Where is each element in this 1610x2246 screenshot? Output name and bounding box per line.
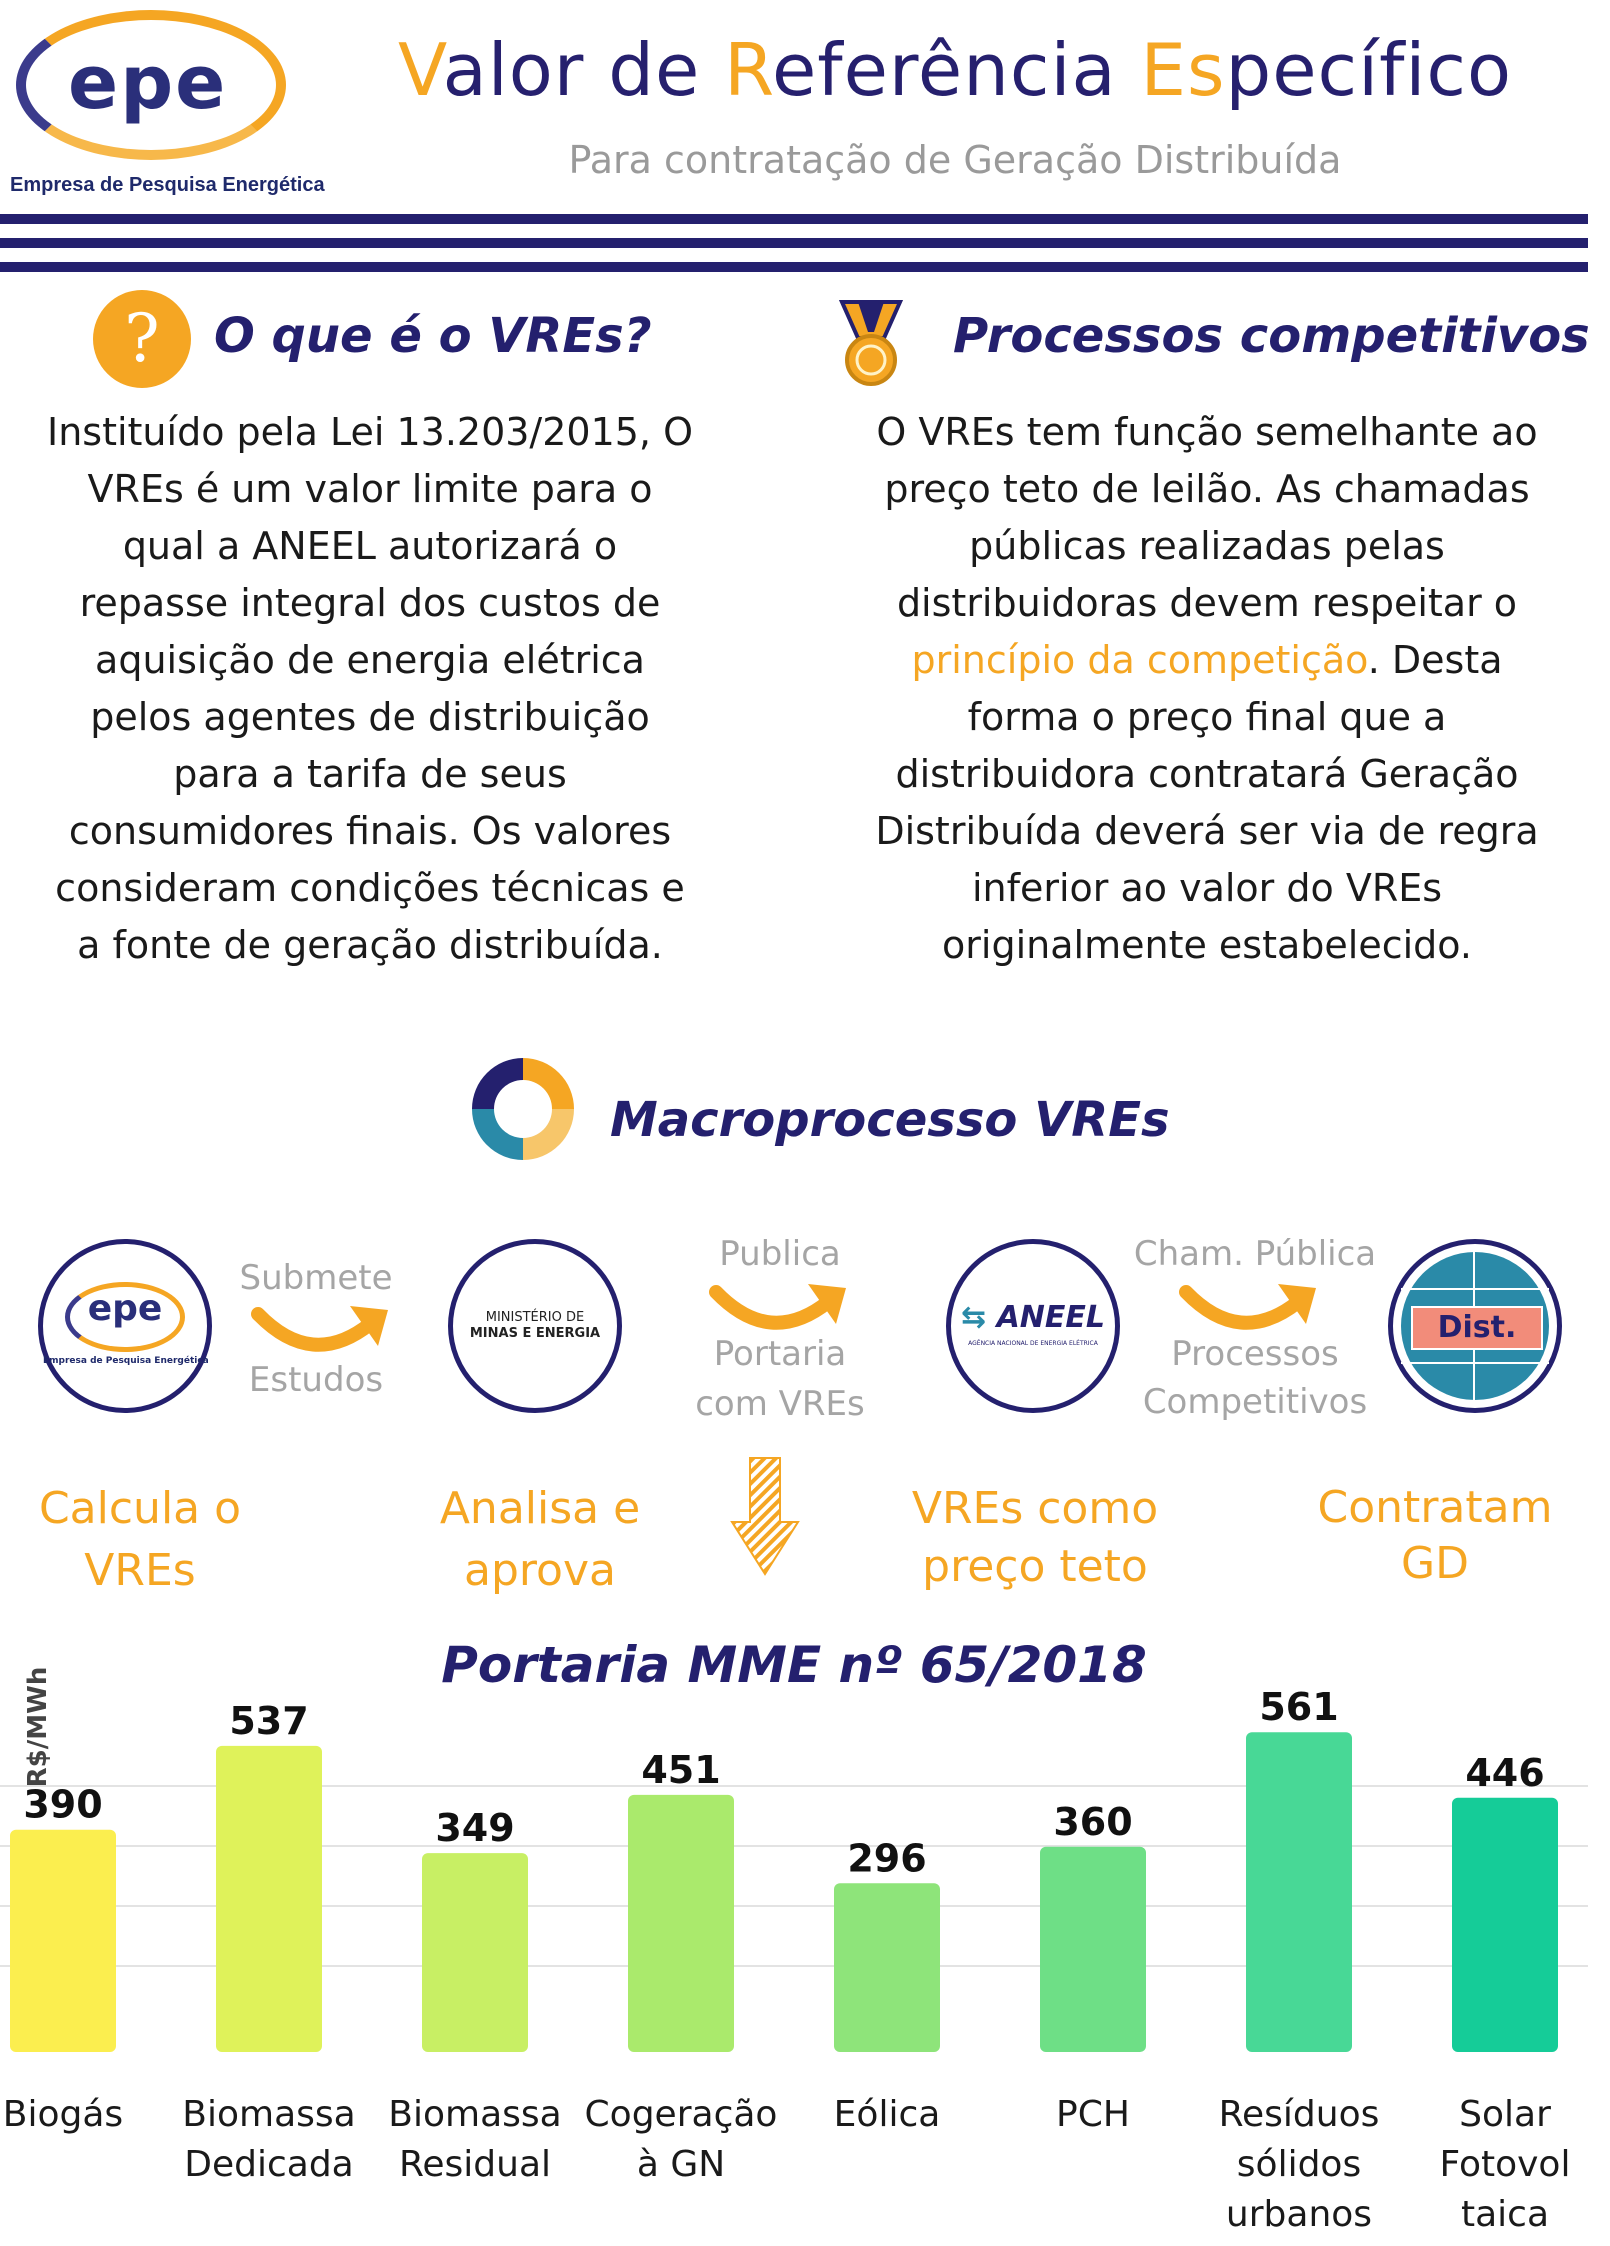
role-line: VREs <box>84 1545 196 1596</box>
role-line: VREs como <box>911 1483 1159 1534</box>
text-line: consumidores finais. Os valores <box>68 809 672 853</box>
category-label <box>1194 2090 1404 2240</box>
question-icon: ? <box>93 290 191 388</box>
category-label-line: Biogás <box>2 2094 124 2135</box>
bar-value-label: 446 <box>1465 1750 1545 1795</box>
epe-logo <box>8 10 325 200</box>
highlight-text: princípio da competição <box>911 638 1368 682</box>
down-arrow-icon <box>730 1456 800 1580</box>
section-text-what <box>0 404 740 974</box>
page-subtitle: Para contratação de Geração Distribuída <box>568 138 1342 182</box>
category-label <box>988 2090 1198 2140</box>
text-line: O VREs tem função semelhante ao <box>876 410 1538 454</box>
bar-value-label: 537 <box>229 1698 309 1743</box>
aneel-text: ANEEL <box>996 1300 1106 1335</box>
logo-text: epe <box>68 40 228 126</box>
bar <box>216 1746 322 2052</box>
bar <box>1452 1798 1558 2052</box>
aneel-name <box>951 1300 1115 1335</box>
globe-line <box>1401 1362 1549 1364</box>
text-line: aquisição de energia elétrica <box>95 638 645 682</box>
bar <box>1040 1847 1146 2052</box>
role-label-aneel <box>870 1480 1200 1596</box>
text-line: qual a ANEEL autorizará o <box>122 524 618 568</box>
section-title-competitive: Processos competitivos <box>953 308 1590 364</box>
role-label-epe <box>0 1478 280 1602</box>
title-part: eferência <box>771 28 1141 112</box>
category-label-line: Fotovol <box>1439 2144 1571 2185</box>
category-label-line: Cogeração <box>584 2094 778 2135</box>
text-line: distribuidoras devem respeitar o <box>896 581 1518 625</box>
bar <box>628 1795 734 2052</box>
category-label-line: taica <box>1460 2194 1550 2235</box>
aneel-actor-circle <box>946 1239 1120 1413</box>
bar-value-label: 451 <box>641 1747 721 1792</box>
category-label <box>370 2090 580 2190</box>
category-label <box>1400 2090 1610 2240</box>
role-line: Calcula o <box>38 1483 242 1534</box>
category-label-line: Residual <box>398 2144 552 2185</box>
category-label-line: Biomassa <box>182 2094 356 2135</box>
text-line: públicas realizadas pelas <box>969 524 1445 568</box>
text-line: para a tarifa de seus <box>173 752 567 796</box>
bar-value-label: 390 <box>23 1782 103 1827</box>
title-part: alor de <box>442 28 725 112</box>
text-line: a fonte de geração distribuída. <box>77 923 663 967</box>
category-label-line: Solar <box>1459 2094 1551 2135</box>
y-axis-label-text: R$/MWh <box>23 1666 53 1788</box>
chart-title: Portaria MME nº 65/2018 <box>441 1636 1147 1694</box>
category-label-line: à GN <box>636 2144 726 2185</box>
mme-name-line1: MINISTÉRIO DE <box>485 1310 585 1325</box>
dist-label: Dist. <box>1411 1306 1543 1350</box>
arrow-label-top: Publica <box>719 1234 841 1274</box>
bar <box>1246 1732 1352 2052</box>
role-line: aprova <box>464 1545 616 1596</box>
text-line <box>826 632 1588 689</box>
text-line: VREs é um valor limite para o <box>87 467 653 511</box>
role-line: GD <box>1401 1538 1469 1589</box>
macro-title: Macroprocesso VREs <box>610 1092 1170 1148</box>
role-label-dist <box>1290 1480 1580 1592</box>
text-line: inferior ao valor do VREs <box>971 866 1443 910</box>
mme-name-line2: MINAS E ENERGIA <box>469 1326 601 1341</box>
cycle-arrows-icon <box>464 1050 582 1168</box>
role-label-mme <box>400 1478 680 1602</box>
medal-icon <box>836 298 906 390</box>
category-label <box>576 2090 786 2190</box>
category-label-line: Dedicada <box>184 2144 354 2185</box>
bar <box>834 1883 940 2052</box>
dist-actor-circle <box>1388 1239 1562 1413</box>
text-fragment: . Desta <box>1367 638 1503 682</box>
role-line: preço teto <box>922 1541 1148 1592</box>
section-title-what: O que é o VREs? <box>214 308 652 364</box>
curved-arrow-icon <box>252 1300 392 1368</box>
category-label <box>0 2090 168 2140</box>
arrow-label-top: Submete <box>239 1258 393 1298</box>
arrow-label-bottom: Estudos <box>248 1360 384 1400</box>
page-title <box>330 28 1580 112</box>
text-line: Instituído pela Lei 13.203/2015, O <box>46 410 694 454</box>
section-text-competitive <box>826 404 1588 974</box>
title-part: Es <box>1140 28 1226 112</box>
text-line: distribuidora contratará Geração <box>895 752 1519 796</box>
globe-line <box>1401 1288 1549 1290</box>
category-label <box>164 2090 374 2190</box>
title-part: R <box>724 28 772 112</box>
divider-band-bottom <box>0 262 1588 272</box>
bar <box>10 1830 116 2052</box>
epe-mini-subtitle: Empresa de Pesquisa Energética <box>43 1356 209 1366</box>
text-line: pelos agentes de distribuição <box>90 695 650 739</box>
category-label-line: Eólica <box>833 2094 941 2135</box>
text-line: originalmente estabelecido. <box>942 923 1472 967</box>
bar <box>422 1853 528 2052</box>
logo-subtitle: Empresa de Pesquisa Energética <box>10 174 325 196</box>
text-line: Distribuída deverá ser via de regra <box>875 809 1539 853</box>
title-part: pecífico <box>1225 28 1513 112</box>
bar-value-label: 561 <box>1259 1685 1339 1730</box>
bar-value-label: 349 <box>435 1806 515 1851</box>
aneel-mark-icon: ⇆ <box>960 1300 987 1335</box>
category-label-line: PCH <box>1056 2094 1130 2135</box>
text-line: preço teto de leilão. As chamadas <box>884 467 1530 511</box>
arrow-label-top: Cham. Pública <box>1133 1234 1377 1274</box>
arrow-label-bottom: Processos <box>1171 1334 1339 1374</box>
category-label-line: sólidos <box>1236 2144 1362 2185</box>
aneel-subtitle: AGÊNCIA NACIONAL DE ENERGIA ELÉTRICA <box>968 1340 1098 1347</box>
category-label <box>782 2090 992 2140</box>
text-line: consideram condições técnicas e <box>55 866 685 910</box>
bar-value-label: 360 <box>1053 1799 1133 1844</box>
epe-actor-circle <box>38 1239 212 1413</box>
arrow-label-bottom: Competitivos <box>1142 1382 1368 1422</box>
role-line: Contratam <box>1317 1482 1553 1533</box>
epe-mini-text: epe <box>87 1288 163 1329</box>
arrow-label-bottom: Portaria <box>713 1334 847 1374</box>
title-part: V <box>397 28 443 112</box>
category-labels <box>0 2090 1588 2246</box>
divider-band-middle <box>0 238 1588 248</box>
bar-value-label: 296 <box>847 1836 927 1881</box>
mme-actor-circle <box>448 1239 622 1413</box>
divider-band-top <box>0 214 1588 224</box>
text-line: repasse integral dos custos de <box>79 581 661 625</box>
category-label-line: Biomassa <box>388 2094 562 2135</box>
role-line: Analisa e <box>439 1483 641 1534</box>
category-label-line: Resíduos <box>1218 2094 1380 2135</box>
category-label-line: urbanos <box>1225 2194 1373 2235</box>
arrow-label-bottom: com VREs <box>695 1384 865 1424</box>
text-line: forma o preço final que a <box>967 695 1447 739</box>
